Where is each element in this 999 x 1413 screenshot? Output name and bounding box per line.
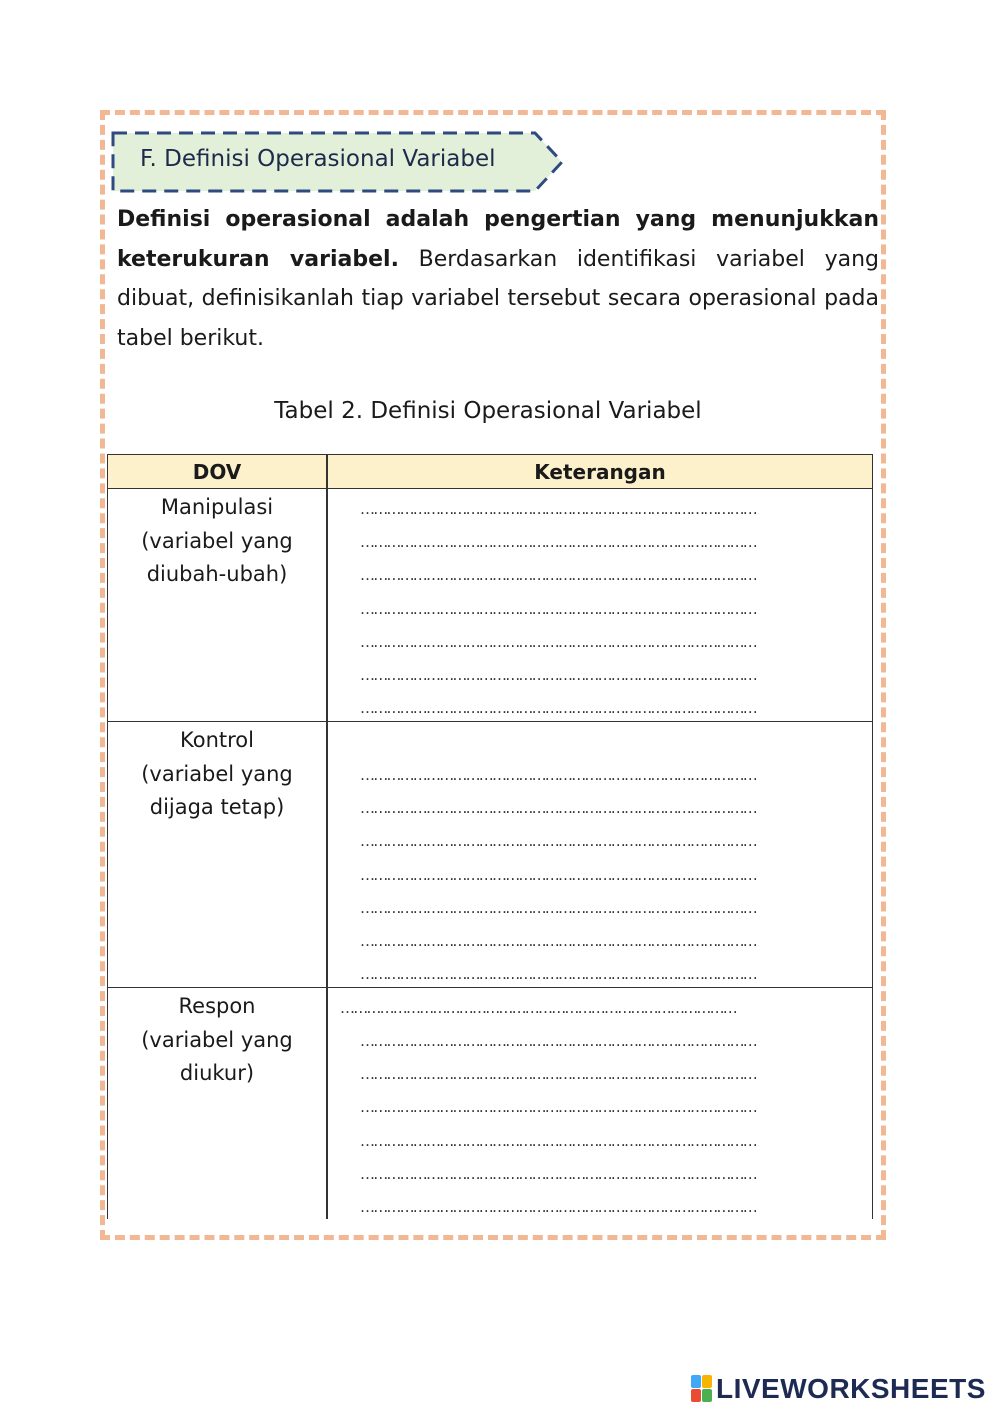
answer-line-respon-first[interactable] — [340, 992, 820, 1025]
intro-normal-text: Berdasarkan identifikasi variabel yang dibuat, definisikanlah tiap variabel tersebut secara operasional pada tabel berikut. — [117, 246, 879, 351]
dov-label: Manipulasi — [160, 495, 274, 519]
dotted-answer-line[interactable]: ……………………………………………………………………………… — [360, 1032, 757, 1050]
dotted-answer-line[interactable]: ……………………………………………………………………………… — [360, 931, 757, 950]
dotted-answer-line[interactable]: ……………………………………………………………………………… — [360, 566, 757, 585]
section-title: F. Definisi Operasional Variabel — [140, 146, 496, 172]
dotted-answer-line[interactable]: ……………………………………………………………………………… — [340, 999, 737, 1017]
dotted-answer-line[interactable]: ……………………………………………………………………………… — [360, 799, 757, 818]
logo-square-blue — [691, 1375, 701, 1388]
dotted-answer-line[interactable]: ……………………………………………………………………………… — [360, 533, 757, 552]
dotted-answer-line[interactable]: ……………………………………………………………………………… — [360, 500, 757, 518]
answer-lines-kontrol[interactable] — [360, 759, 840, 991]
dotted-answer-line[interactable]: ……………………………………………………………………………… — [360, 766, 757, 784]
logo-square-green — [702, 1389, 712, 1402]
logo-square-yellow — [702, 1375, 712, 1388]
answer-lines-respon[interactable] — [360, 1025, 840, 1219]
header-dov: DOV — [192, 460, 242, 484]
dov-cell-respon — [108, 990, 326, 1091]
dov-sublabel: (variabel yang — [141, 761, 293, 786]
dotted-answer-line[interactable]: ……………………………………………………………………………… — [360, 599, 757, 618]
header-keterangan: Keterangan — [534, 460, 666, 484]
intro-paragraph — [117, 200, 879, 358]
column-divider — [326, 988, 328, 1219]
dotted-answer-line[interactable]: ……………………………………………………………………………… — [360, 632, 757, 651]
dotted-answer-line[interactable]: ……………………………………………………………………………… — [360, 665, 757, 684]
table-row-respon — [108, 988, 872, 1219]
dotted-answer-line[interactable]: ……………………………………………………………………………… — [360, 1197, 757, 1216]
dov-sublabel: (variabel yang — [141, 528, 293, 553]
dotted-answer-line[interactable]: ……………………………………………………………………………… — [360, 1098, 757, 1117]
liveworksheets-logo-text: LIVEWORKSHEETS — [716, 1373, 986, 1404]
dov-cell-kontrol — [108, 724, 326, 825]
dotted-answer-line[interactable]: ……………………………………………………………………………… — [360, 832, 757, 851]
dotted-answer-line[interactable]: ……………………………………………………………………………… — [360, 865, 757, 884]
dov-sublabel: diubah-ubah) — [146, 562, 288, 586]
dotted-answer-line[interactable]: ……………………………………………………………………………… — [360, 1131, 757, 1150]
dotted-answer-line[interactable]: ……………………………………………………………………………… — [360, 965, 757, 984]
column-divider — [326, 489, 328, 721]
column-divider — [326, 722, 328, 987]
table-caption: Tabel 2. Definisi Operasional Variabel — [274, 398, 702, 424]
dov-table — [107, 454, 873, 1219]
logo-square-red — [691, 1389, 701, 1402]
section-title-tag — [110, 130, 570, 194]
liveworksheets-logo[interactable] — [691, 1372, 986, 1406]
answer-lines-manipulasi[interactable] — [360, 493, 840, 725]
dov-sublabel: (variabel yang — [141, 1027, 293, 1052]
dotted-answer-line[interactable]: ……………………………………………………………………………… — [360, 1065, 757, 1084]
dov-cell-manipulasi — [108, 491, 326, 592]
table-row-manipulasi — [108, 489, 872, 722]
dov-label: Respon — [178, 994, 256, 1018]
dov-label: Kontrol — [180, 728, 254, 752]
dov-sublabel: diukur) — [179, 1061, 255, 1085]
dov-sublabel: dijaga tetap) — [149, 795, 285, 819]
table-row-kontrol — [108, 722, 872, 988]
dotted-answer-line[interactable]: ……………………………………………………………………………… — [360, 898, 757, 917]
table-header-row — [108, 455, 872, 489]
intro-bold-text: Definisi operasional adalah pengertian yang menunjukkan keterukuran variabel. — [117, 207, 879, 272]
dotted-answer-line[interactable]: ……………………………………………………………………………… — [360, 699, 757, 718]
liveworksheets-logo-icon — [691, 1375, 713, 1403]
dotted-answer-line[interactable]: ……………………………………………………………………………… — [360, 1164, 757, 1183]
